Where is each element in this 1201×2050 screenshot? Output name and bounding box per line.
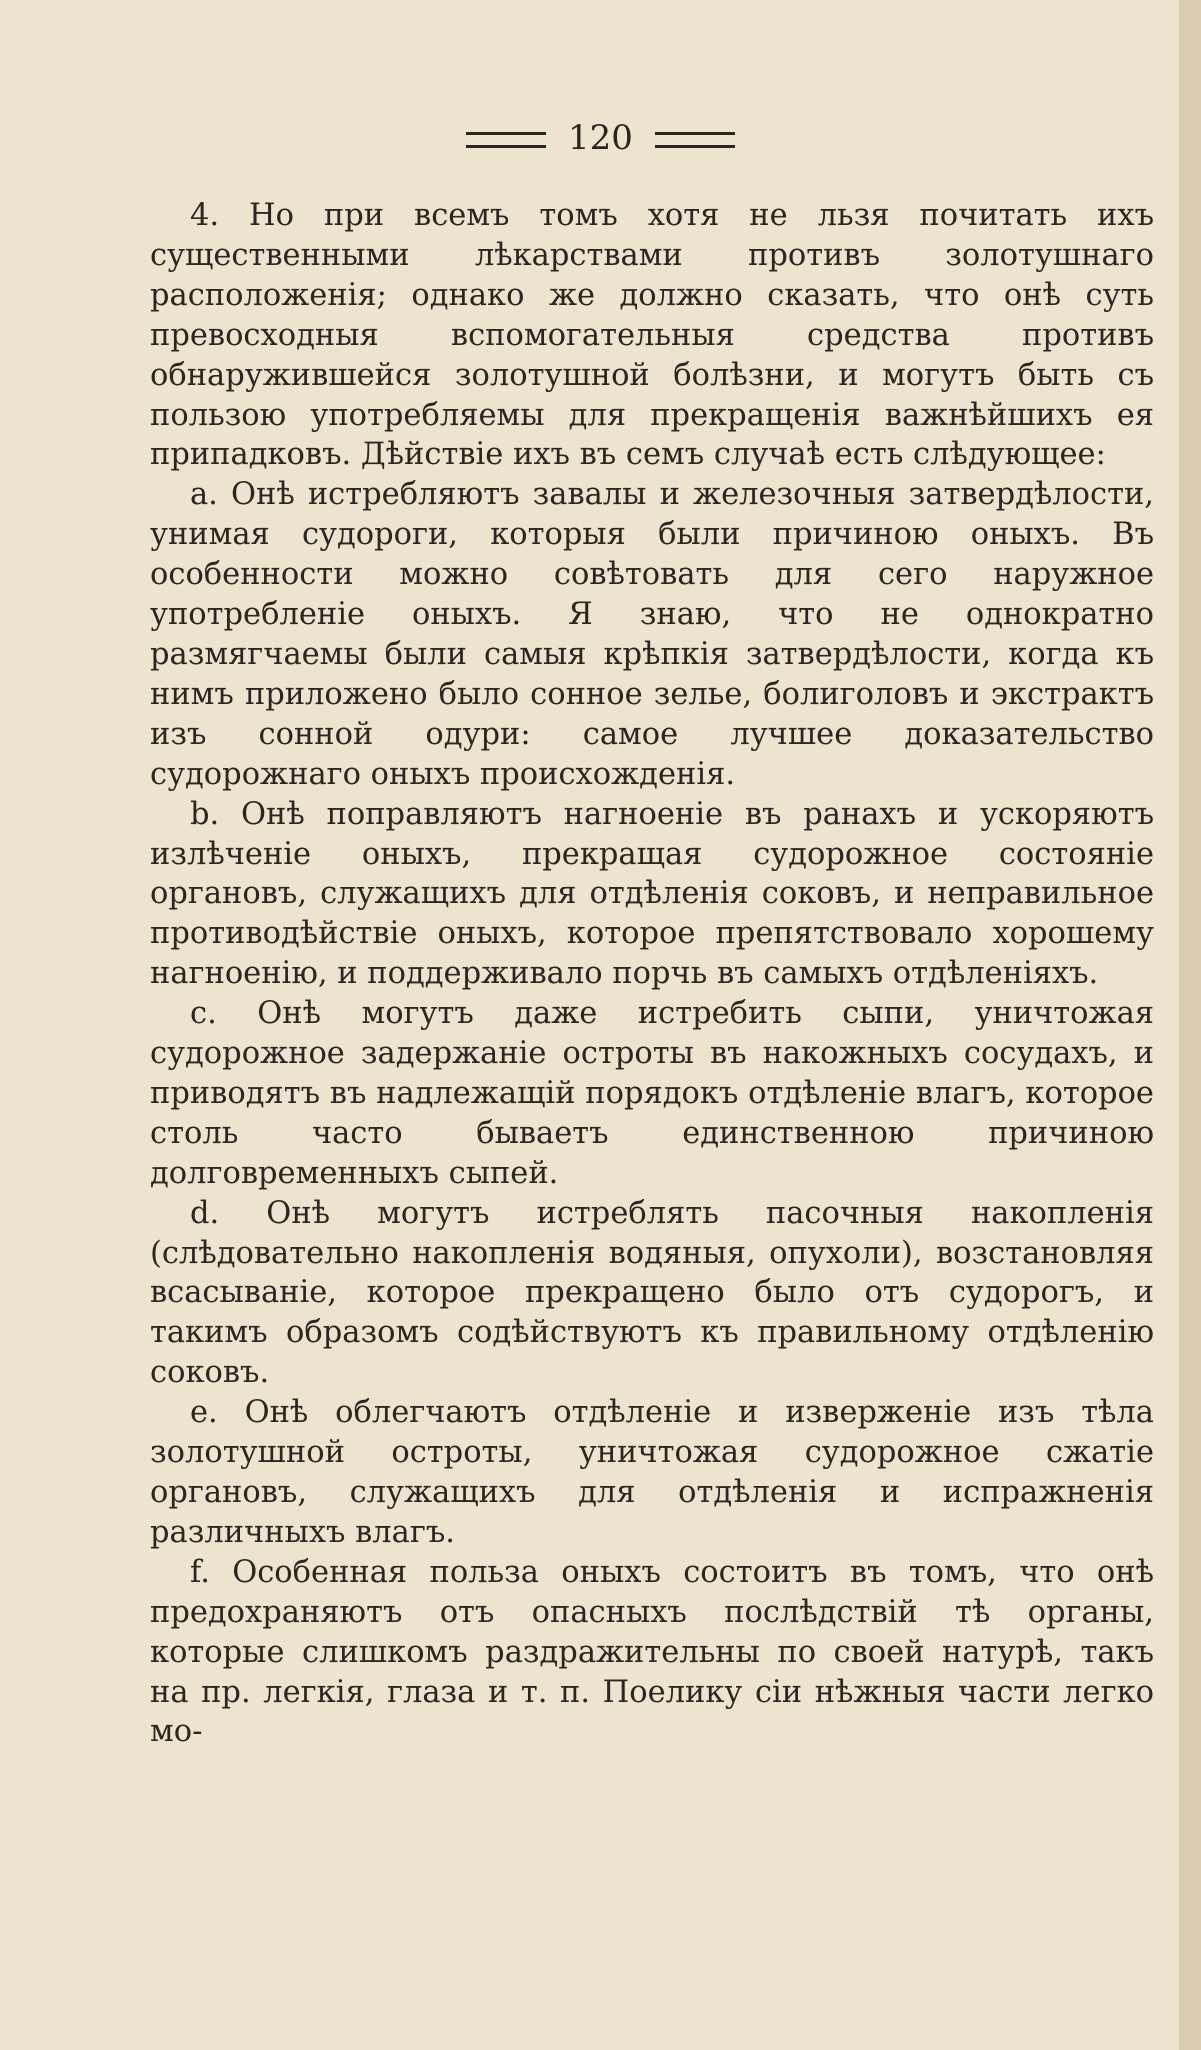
page-edge	[1179, 0, 1201, 2050]
paragraph-d: d. Онѣ могутъ истреблять пасочныя накопленія (слѣдовательно накопленія водяныя, опухоли), возстановляя всасываніе, которое прекращено было отъ судорогъ, и такимъ образомъ содѣйствуютъ къ правильному отдѣленію соковъ.	[150, 1195, 1154, 1391]
paragraph-e: e. Онѣ облегчаютъ отдѣленіе и изверженіе изъ тѣла золотушной остроты, уничтожая судорожное сжатіе органовъ, служащихъ для отдѣленія и испражненія различныхъ влагъ.	[150, 1395, 1154, 1550]
header-rule-left	[466, 132, 546, 148]
page-header	[0, 118, 1201, 158]
header-rule-right	[655, 132, 735, 148]
paragraph-a: a. Онѣ истребляютъ завалы и железочныя затвердѣлости, унимая судороги, которыя были причиною оныхъ. Въ особенности можно совѣтовать для сего наружное употребленіе оныхъ. Я знаю, что не однократно размягчаемы были самыя крѣпкія затвердѣлости, когда къ нимъ приложено было сонное зелье, болиголовъ и экстрактъ изъ сонной одури: самое лучшее доказательство судорожнаго оныхъ происхожденія.	[150, 477, 1154, 792]
paragraph-c: c. Онѣ могутъ даже истребить сыпи, уничтожая судорожное задержаніе остроты въ накожныхъ сосудахъ, и приводятъ въ надлежащій порядокъ отдѣленіе влагъ, которое столь часто бываетъ единственною причиною долговременныхъ сыпей.	[150, 996, 1154, 1191]
body-text	[150, 196, 1154, 1752]
paragraph-b: b. Онѣ поправляютъ нагноеніе въ ранахъ и ускоряютъ излѣченіе оныхъ, прекращая судорожное состояніе органовъ, служащихъ для отдѣленія соковъ, и неправильное противодѣйствіе оныхъ, которое препятствовало хорошему нагноенію, и поддерживало порчь въ самыхъ отдѣленіяхъ.	[150, 796, 1154, 992]
paragraph-f: f. Особенная польза оныхъ состоитъ въ томъ, что онѣ предохраняютъ отъ опасныхъ послѣдствій тѣ органы, которые слишкомъ раздражительны по своей натурѣ, такъ на пр. легкія, глаза и т. п. Поелику сіи нѣжныя части легко мо-	[150, 1554, 1154, 1750]
page-number: 120	[568, 118, 633, 158]
paragraph-4: 4. Но при всемъ томъ хотя не льзя почитать ихъ существенными лѣкарствами противъ золотушнаго расположенія; однако же должно сказать, что онѣ суть превосходныя вспомогательныя средства противъ обнаружившейся золотушной болѣзни, и могутъ быть съ пользою употребляемы для прекращенія важнѣйшихъ ея припадковъ. Дѣйствіе ихъ въ семъ случаѣ есть слѣдующее:	[150, 198, 1154, 473]
